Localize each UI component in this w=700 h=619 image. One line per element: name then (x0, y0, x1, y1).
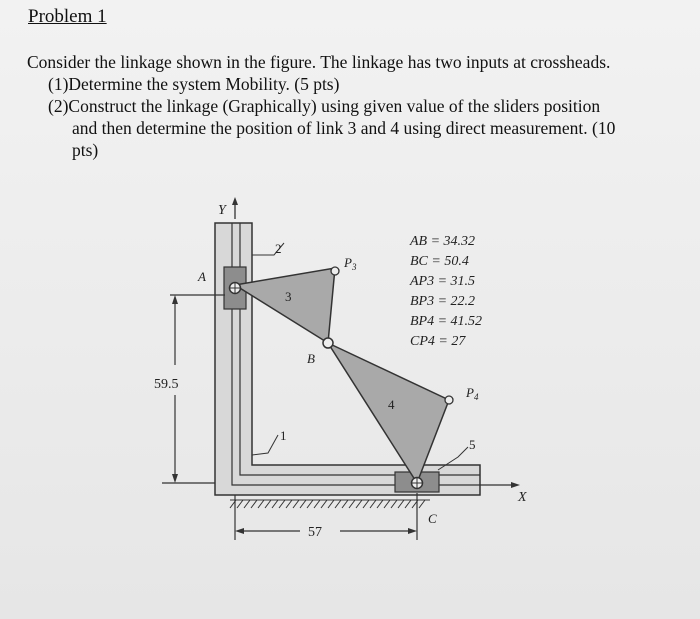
label-link-2: 2 (275, 241, 282, 256)
label-dim-horizontal: 57 (308, 525, 322, 540)
hatch-stroke (279, 500, 285, 508)
hatch-stroke (272, 500, 278, 508)
hatch-stroke (300, 500, 306, 508)
problem-title: Problem 1 (28, 6, 107, 27)
label-b: B (307, 351, 315, 366)
hatch-stroke (384, 500, 390, 508)
point-p4 (445, 396, 453, 404)
hatch-stroke (398, 500, 404, 508)
hatch-stroke (314, 500, 320, 508)
problem-intro: Consider the linkage shown in the figure. The linkage has two inputs at crossheads. (27, 52, 611, 72)
hatch-stroke (370, 500, 376, 508)
label-p3: $P_3$ (344, 255, 357, 272)
dim-bp4: BP4 = 41.52 (410, 314, 483, 329)
hatch-stroke (258, 500, 264, 508)
hatch-stroke (244, 500, 250, 508)
label-link-5: 5 (469, 437, 476, 452)
link-4 (328, 343, 449, 483)
dim-bc: BC = 50.4 (410, 254, 469, 269)
hatch-stroke (307, 500, 313, 508)
hatch-stroke (237, 500, 243, 508)
hatch-stroke (335, 500, 341, 508)
hatch-stroke (342, 500, 348, 508)
joint-b (323, 338, 333, 348)
hatch-stroke (349, 500, 355, 508)
question-2 (48, 95, 678, 161)
hatch-stroke (321, 500, 327, 508)
hatch-stroke (391, 500, 397, 508)
hatch-stroke (405, 500, 411, 508)
hatch-stroke (356, 500, 362, 508)
ground-hatching (230, 500, 430, 508)
hatch-stroke (286, 500, 292, 508)
dim-bp3: BP3 = 22.2 (410, 294, 476, 309)
label-link-3: 3 (285, 289, 292, 304)
question-2-line-3: pts) (72, 140, 99, 160)
question-2-line-2: and then determine the position of link 3 and 4 using direct measurement. (10 (72, 118, 616, 138)
linkage-diagram (140, 195, 560, 555)
hatch-stroke (377, 500, 383, 508)
dim-cp4: CP4 = 27 (410, 334, 466, 349)
label-link-1: 1 (280, 428, 287, 443)
linkage-figure (140, 195, 560, 555)
label-x-axis: X (518, 490, 527, 505)
hatch-stroke (251, 500, 257, 508)
question-1: (1)Determine the system Mobility. (5 pts) (48, 74, 340, 94)
dim-ap3: AP3 = 31.5 (410, 274, 476, 289)
dim-ab: AB = 34.32 (410, 234, 476, 249)
label-link-4: 4 (388, 397, 395, 412)
label-dim-vertical: 59.5 (154, 377, 179, 392)
label-p4: $P_4$ (466, 385, 479, 402)
label-y-axis: Y (218, 203, 226, 218)
hatch-stroke (328, 500, 334, 508)
hatch-stroke (419, 500, 425, 508)
hatch-stroke (265, 500, 271, 508)
dimension-table (409, 234, 482, 349)
hatch-stroke (363, 500, 369, 508)
point-p3 (331, 267, 339, 275)
question-2-line-1: (2)Construct the linkage (Graphically) using given value of the sliders position (48, 96, 601, 116)
label-a: A (198, 269, 206, 284)
label-c: C (428, 511, 437, 526)
hatch-stroke (293, 500, 299, 508)
